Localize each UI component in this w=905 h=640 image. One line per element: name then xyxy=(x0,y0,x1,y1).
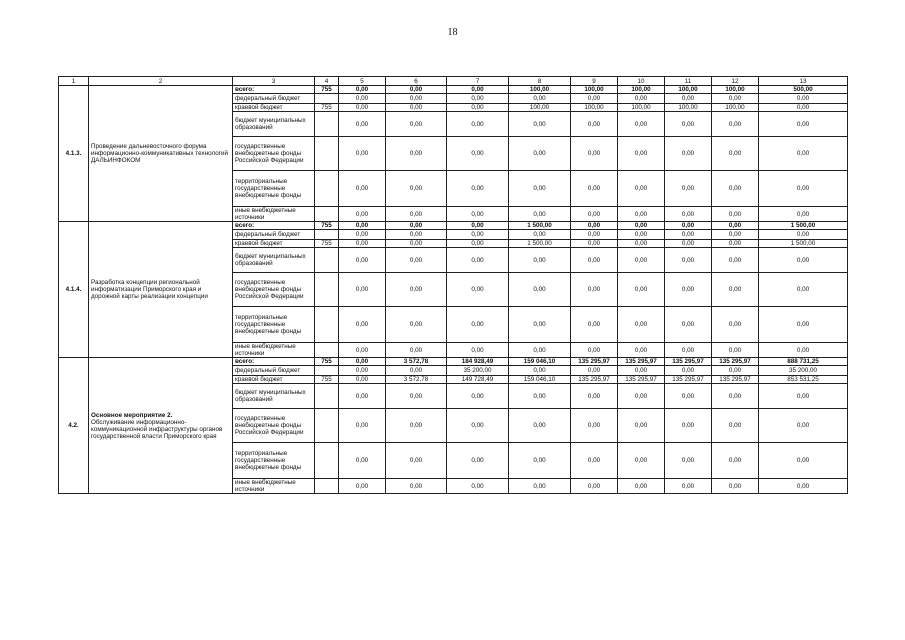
funding-source: государственные внебюджетные фонды Российской Федерации xyxy=(233,273,315,307)
amount-cell: 0,00 xyxy=(571,248,618,273)
amount-cell: 888 731,25 xyxy=(759,358,848,366)
amount-cell: 0,00 xyxy=(447,94,509,104)
amount-cell: 135 295,97 xyxy=(571,376,618,384)
activity-name-text: Обслуживание информационно-коммуникационной инфраструктуры органов государственной власти Приморского края xyxy=(91,418,223,440)
funding-source: территориальные государственные внебюджетные фонды xyxy=(233,443,315,479)
funding-source: государственные внебюджетные фонды Российской Федерации xyxy=(233,409,315,443)
amount-cell: 0,00 xyxy=(571,207,618,222)
amount-cell: 0,00 xyxy=(665,409,712,443)
activity-code: 4.1.4. xyxy=(59,222,89,358)
amount-cell: 0,00 xyxy=(712,273,759,307)
funding-source: территориальные государственные внебюджетные фонды xyxy=(233,307,315,343)
amount-cell: 0,00 xyxy=(386,112,447,137)
amount-cell: 0,00 xyxy=(571,343,618,358)
column-header: 5 xyxy=(339,77,386,86)
amount-cell: 0,00 xyxy=(571,443,618,479)
column-header: 1 xyxy=(59,77,89,86)
grbs-code: 755 xyxy=(315,104,339,112)
amount-cell: 0,00 xyxy=(509,479,571,494)
amount-cell: 0,00 xyxy=(571,230,618,240)
funding-source: краевой бюджет xyxy=(233,376,315,384)
amount-cell: 135 295,97 xyxy=(712,358,759,366)
amount-cell: 100,00 xyxy=(618,104,665,112)
amount-cell: 0,00 xyxy=(447,207,509,222)
amount-cell: 1 500,00 xyxy=(759,240,848,248)
amount-cell: 0,00 xyxy=(712,222,759,230)
amount-cell: 0,00 xyxy=(339,248,386,273)
grbs-code xyxy=(315,409,339,443)
amount-cell: 0,00 xyxy=(712,479,759,494)
funding-source: всего: xyxy=(233,222,315,230)
grbs-code xyxy=(315,94,339,104)
activity-code: 4.2. xyxy=(59,358,89,494)
funding-source: федеральный бюджет xyxy=(233,366,315,376)
funding-source: иные внебюджетные источники xyxy=(233,343,315,358)
amount-cell: 0,00 xyxy=(618,409,665,443)
amount-cell: 0,00 xyxy=(618,171,665,207)
amount-cell: 0,00 xyxy=(447,273,509,307)
amount-cell: 0,00 xyxy=(712,343,759,358)
amount-cell: 0,00 xyxy=(571,273,618,307)
amount-cell: 0,00 xyxy=(339,240,386,248)
column-header: 3 xyxy=(233,77,315,86)
amount-cell: 0,00 xyxy=(509,366,571,376)
amount-cell: 0,00 xyxy=(386,384,447,409)
amount-cell: 0,00 xyxy=(339,343,386,358)
amount-cell: 0,00 xyxy=(509,94,571,104)
amount-cell: 0,00 xyxy=(712,171,759,207)
amount-cell: 184 928,49 xyxy=(447,358,509,366)
amount-cell: 0,00 xyxy=(618,248,665,273)
activity-code: 4.1.3. xyxy=(59,86,89,222)
grbs-code: 755 xyxy=(315,86,339,94)
funding-source: бюджет муниципальных образований xyxy=(233,248,315,273)
amount-cell: 1 500,00 xyxy=(759,222,848,230)
amount-cell: 0,00 xyxy=(665,94,712,104)
table-row-total xyxy=(59,86,848,94)
amount-cell: 0,00 xyxy=(571,384,618,409)
amount-cell: 0,00 xyxy=(759,137,848,171)
grbs-code xyxy=(315,112,339,137)
funding-source: иные внебюджетные источники xyxy=(233,207,315,222)
amount-cell: 0,00 xyxy=(665,137,712,171)
amount-cell: 0,00 xyxy=(509,137,571,171)
amount-cell: 0,00 xyxy=(618,240,665,248)
amount-cell: 0,00 xyxy=(509,443,571,479)
amount-cell: 0,00 xyxy=(447,112,509,137)
amount-cell: 0,00 xyxy=(665,479,712,494)
column-header: 9 xyxy=(571,77,618,86)
amount-cell: 0,00 xyxy=(386,443,447,479)
amount-cell: 0,00 xyxy=(339,409,386,443)
grbs-code xyxy=(315,343,339,358)
amount-cell: 0,00 xyxy=(759,104,848,112)
amount-cell: 0,00 xyxy=(618,222,665,230)
funding-source: краевой бюджет xyxy=(233,240,315,248)
grbs-code xyxy=(315,384,339,409)
amount-cell: 0,00 xyxy=(509,248,571,273)
amount-cell: 0,00 xyxy=(759,171,848,207)
column-header: 4 xyxy=(315,77,339,86)
budget-table xyxy=(58,76,848,494)
funding-source: бюджет муниципальных образований xyxy=(233,384,315,409)
amount-cell: 159 046,10 xyxy=(509,376,571,384)
amount-cell: 0,00 xyxy=(339,479,386,494)
amount-cell: 0,00 xyxy=(386,86,447,94)
amount-cell: 0,00 xyxy=(447,307,509,343)
amount-cell: 0,00 xyxy=(665,240,712,248)
amount-cell: 0,00 xyxy=(618,112,665,137)
funding-source: государственные внебюджетные фонды Российской Федерации xyxy=(233,137,315,171)
amount-cell: 0,00 xyxy=(665,112,712,137)
amount-cell: 0,00 xyxy=(386,240,447,248)
funding-source: территориальные государственные внебюджетные фонды xyxy=(233,171,315,207)
amount-cell: 0,00 xyxy=(759,343,848,358)
amount-cell: 0,00 xyxy=(447,137,509,171)
amount-cell: 0,00 xyxy=(759,248,848,273)
amount-cell: 0,00 xyxy=(386,207,447,222)
amount-cell: 0,00 xyxy=(618,273,665,307)
grbs-code xyxy=(315,248,339,273)
column-header: 10 xyxy=(618,77,665,86)
amount-cell: 0,00 xyxy=(386,307,447,343)
amount-cell: 0,00 xyxy=(339,307,386,343)
amount-cell: 0,00 xyxy=(509,273,571,307)
amount-cell: 0,00 xyxy=(618,479,665,494)
amount-cell: 0,00 xyxy=(386,273,447,307)
amount-cell: 0,00 xyxy=(759,94,848,104)
amount-cell: 0,00 xyxy=(759,384,848,409)
amount-cell: 0,00 xyxy=(618,384,665,409)
table-row-total xyxy=(59,358,848,366)
amount-cell: 0,00 xyxy=(447,104,509,112)
amount-cell: 135 295,97 xyxy=(665,358,712,366)
amount-cell: 0,00 xyxy=(759,112,848,137)
amount-cell: 0,00 xyxy=(712,248,759,273)
amount-cell: 0,00 xyxy=(712,240,759,248)
amount-cell: 0,00 xyxy=(339,384,386,409)
amount-cell: 0,00 xyxy=(339,443,386,479)
column-header: 11 xyxy=(665,77,712,86)
amount-cell: 0,00 xyxy=(618,307,665,343)
grbs-code: 755 xyxy=(315,240,339,248)
amount-cell: 0,00 xyxy=(618,443,665,479)
amount-cell: 0,00 xyxy=(509,230,571,240)
grbs-code xyxy=(315,443,339,479)
amount-cell: 0,00 xyxy=(571,137,618,171)
amount-cell: 0,00 xyxy=(339,86,386,94)
amount-cell: 0,00 xyxy=(665,222,712,230)
amount-cell: 0,00 xyxy=(386,104,447,112)
funding-source: всего: xyxy=(233,86,315,94)
amount-cell: 0,00 xyxy=(339,112,386,137)
amount-cell: 0,00 xyxy=(339,358,386,366)
grbs-code: 755 xyxy=(315,222,339,230)
amount-cell: 0,00 xyxy=(665,443,712,479)
amount-cell: 0,00 xyxy=(712,409,759,443)
amount-cell: 0,00 xyxy=(665,171,712,207)
amount-cell: 100,00 xyxy=(509,104,571,112)
grbs-code: 755 xyxy=(315,358,339,366)
amount-cell: 135 295,97 xyxy=(665,376,712,384)
amount-cell: 3 572,78 xyxy=(386,358,447,366)
amount-cell: 0,00 xyxy=(571,479,618,494)
amount-cell: 100,00 xyxy=(509,86,571,94)
amount-cell: 0,00 xyxy=(339,273,386,307)
column-header: 13 xyxy=(759,77,848,86)
amount-cell: 0,00 xyxy=(571,94,618,104)
amount-cell: 0,00 xyxy=(339,104,386,112)
amount-cell: 0,00 xyxy=(759,307,848,343)
grbs-code xyxy=(315,307,339,343)
amount-cell: 0,00 xyxy=(386,248,447,273)
amount-cell: 0,00 xyxy=(447,443,509,479)
amount-cell: 0,00 xyxy=(571,240,618,248)
amount-cell: 0,00 xyxy=(712,112,759,137)
amount-cell: 0,00 xyxy=(618,230,665,240)
grbs-code xyxy=(315,137,339,171)
amount-cell: 0,00 xyxy=(509,207,571,222)
amount-cell: 100,00 xyxy=(571,86,618,94)
amount-cell: 0,00 xyxy=(509,409,571,443)
amount-cell: 853 531,25 xyxy=(759,376,848,384)
amount-cell: 0,00 xyxy=(447,230,509,240)
amount-cell: 0,00 xyxy=(386,479,447,494)
column-header: 8 xyxy=(509,77,571,86)
amount-cell: 0,00 xyxy=(339,207,386,222)
column-header: 2 xyxy=(89,77,233,86)
amount-cell: 0,00 xyxy=(618,94,665,104)
activity-name-heading: Основное мероприятие 2. xyxy=(91,411,173,419)
amount-cell: 0,00 xyxy=(712,137,759,171)
amount-cell: 0,00 xyxy=(339,171,386,207)
grbs-code xyxy=(315,230,339,240)
amount-cell: 0,00 xyxy=(339,94,386,104)
amount-cell: 0,00 xyxy=(759,230,848,240)
funding-source: федеральный бюджет xyxy=(233,94,315,104)
amount-cell: 0,00 xyxy=(712,230,759,240)
amount-cell: 0,00 xyxy=(386,409,447,443)
amount-cell: 0,00 xyxy=(386,94,447,104)
amount-cell: 0,00 xyxy=(447,86,509,94)
amount-cell: 0,00 xyxy=(712,443,759,479)
amount-cell: 0,00 xyxy=(339,230,386,240)
amount-cell: 0,00 xyxy=(509,112,571,137)
amount-cell: 0,00 xyxy=(712,307,759,343)
amount-cell: 0,00 xyxy=(665,307,712,343)
amount-cell: 0,00 xyxy=(665,384,712,409)
column-header: 7 xyxy=(447,77,509,86)
grbs-code: 755 xyxy=(315,376,339,384)
amount-cell: 0,00 xyxy=(386,230,447,240)
amount-cell: 0,00 xyxy=(712,207,759,222)
funding-source: федеральный бюджет xyxy=(233,230,315,240)
amount-cell: 0,00 xyxy=(571,409,618,443)
amount-cell: 0,00 xyxy=(386,222,447,230)
amount-cell: 500,00 xyxy=(759,86,848,94)
amount-cell: 0,00 xyxy=(759,409,848,443)
amount-cell: 0,00 xyxy=(759,207,848,222)
amount-cell: 0,00 xyxy=(447,222,509,230)
funding-source: краевой бюджет xyxy=(233,104,315,112)
column-header: 6 xyxy=(386,77,447,86)
amount-cell: 0,00 xyxy=(712,384,759,409)
amount-cell: 0,00 xyxy=(618,343,665,358)
activity-name-text: Разработка концепции региональной информатизации Приморского края и дорожной карты реализации концепции xyxy=(91,279,208,300)
amount-cell: 135 295,97 xyxy=(712,376,759,384)
funding-source: всего: xyxy=(233,358,315,366)
amount-cell: 35 200,00 xyxy=(447,366,509,376)
amount-cell: 149 728,49 xyxy=(447,376,509,384)
amount-cell: 100,00 xyxy=(712,86,759,94)
amount-cell: 135 295,97 xyxy=(571,358,618,366)
amount-cell: 0,00 xyxy=(759,443,848,479)
amount-cell: 0,00 xyxy=(386,137,447,171)
funding-source: иные внебюджетные источники xyxy=(233,479,315,494)
amount-cell: 0,00 xyxy=(339,366,386,376)
activity-name xyxy=(89,358,233,494)
amount-cell: 0,00 xyxy=(759,273,848,307)
amount-cell: 100,00 xyxy=(571,104,618,112)
amount-cell: 0,00 xyxy=(339,222,386,230)
activity-name xyxy=(89,86,233,222)
amount-cell: 159 046,10 xyxy=(509,358,571,366)
amount-cell: 100,00 xyxy=(712,104,759,112)
amount-cell: 3 572,78 xyxy=(386,376,447,384)
amount-cell: 35 200,00 xyxy=(759,366,848,376)
amount-cell: 135 295,97 xyxy=(618,376,665,384)
amount-cell: 0,00 xyxy=(571,307,618,343)
amount-cell: 0,00 xyxy=(665,366,712,376)
amount-cell: 0,00 xyxy=(571,112,618,137)
amount-cell: 0,00 xyxy=(571,366,618,376)
amount-cell: 0,00 xyxy=(386,171,447,207)
table-row-total xyxy=(59,222,848,230)
column-header-row xyxy=(59,77,848,86)
grbs-code xyxy=(315,171,339,207)
amount-cell: 0,00 xyxy=(447,343,509,358)
amount-cell: 0,00 xyxy=(712,366,759,376)
page-number: 18 xyxy=(447,27,458,38)
amount-cell: 0,00 xyxy=(447,248,509,273)
amount-cell: 0,00 xyxy=(386,366,447,376)
amount-cell: 0,00 xyxy=(665,273,712,307)
amount-cell: 0,00 xyxy=(509,343,571,358)
amount-cell: 0,00 xyxy=(665,207,712,222)
grbs-code xyxy=(315,479,339,494)
grbs-code xyxy=(315,273,339,307)
grbs-code xyxy=(315,207,339,222)
amount-cell: 0,00 xyxy=(665,230,712,240)
amount-cell: 100,00 xyxy=(618,86,665,94)
amount-cell: 100,00 xyxy=(665,86,712,94)
amount-cell: 0,00 xyxy=(447,409,509,443)
funding-source: бюджет муниципальных образований xyxy=(233,112,315,137)
amount-cell: 0,00 xyxy=(712,94,759,104)
amount-cell: 0,00 xyxy=(618,207,665,222)
amount-cell: 0,00 xyxy=(386,343,447,358)
activity-name-text: Проведение дальневосточного форума информационно-коммуникативных технологий ДАЛЬИНФОКОМ xyxy=(91,143,229,164)
amount-cell: 0,00 xyxy=(665,343,712,358)
amount-cell: 0,00 xyxy=(509,307,571,343)
amount-cell: 0,00 xyxy=(447,384,509,409)
amount-cell: 0,00 xyxy=(509,384,571,409)
column-header: 12 xyxy=(712,77,759,86)
amount-cell: 0,00 xyxy=(447,240,509,248)
amount-cell: 0,00 xyxy=(509,171,571,207)
amount-cell: 0,00 xyxy=(618,366,665,376)
amount-cell: 0,00 xyxy=(759,479,848,494)
amount-cell: 0,00 xyxy=(339,137,386,171)
amount-cell: 100,00 xyxy=(665,104,712,112)
amount-cell: 0,00 xyxy=(571,171,618,207)
amount-cell: 0,00 xyxy=(665,248,712,273)
amount-cell: 0,00 xyxy=(447,479,509,494)
amount-cell: 0,00 xyxy=(447,171,509,207)
amount-cell: 0,00 xyxy=(571,222,618,230)
amount-cell: 1 500,00 xyxy=(509,222,571,230)
amount-cell: 135 295,97 xyxy=(618,358,665,366)
activity-name xyxy=(89,222,233,358)
grbs-code xyxy=(315,366,339,376)
amount-cell: 1 500,00 xyxy=(509,240,571,248)
amount-cell: 0,00 xyxy=(618,137,665,171)
amount-cell: 0,00 xyxy=(339,376,386,384)
